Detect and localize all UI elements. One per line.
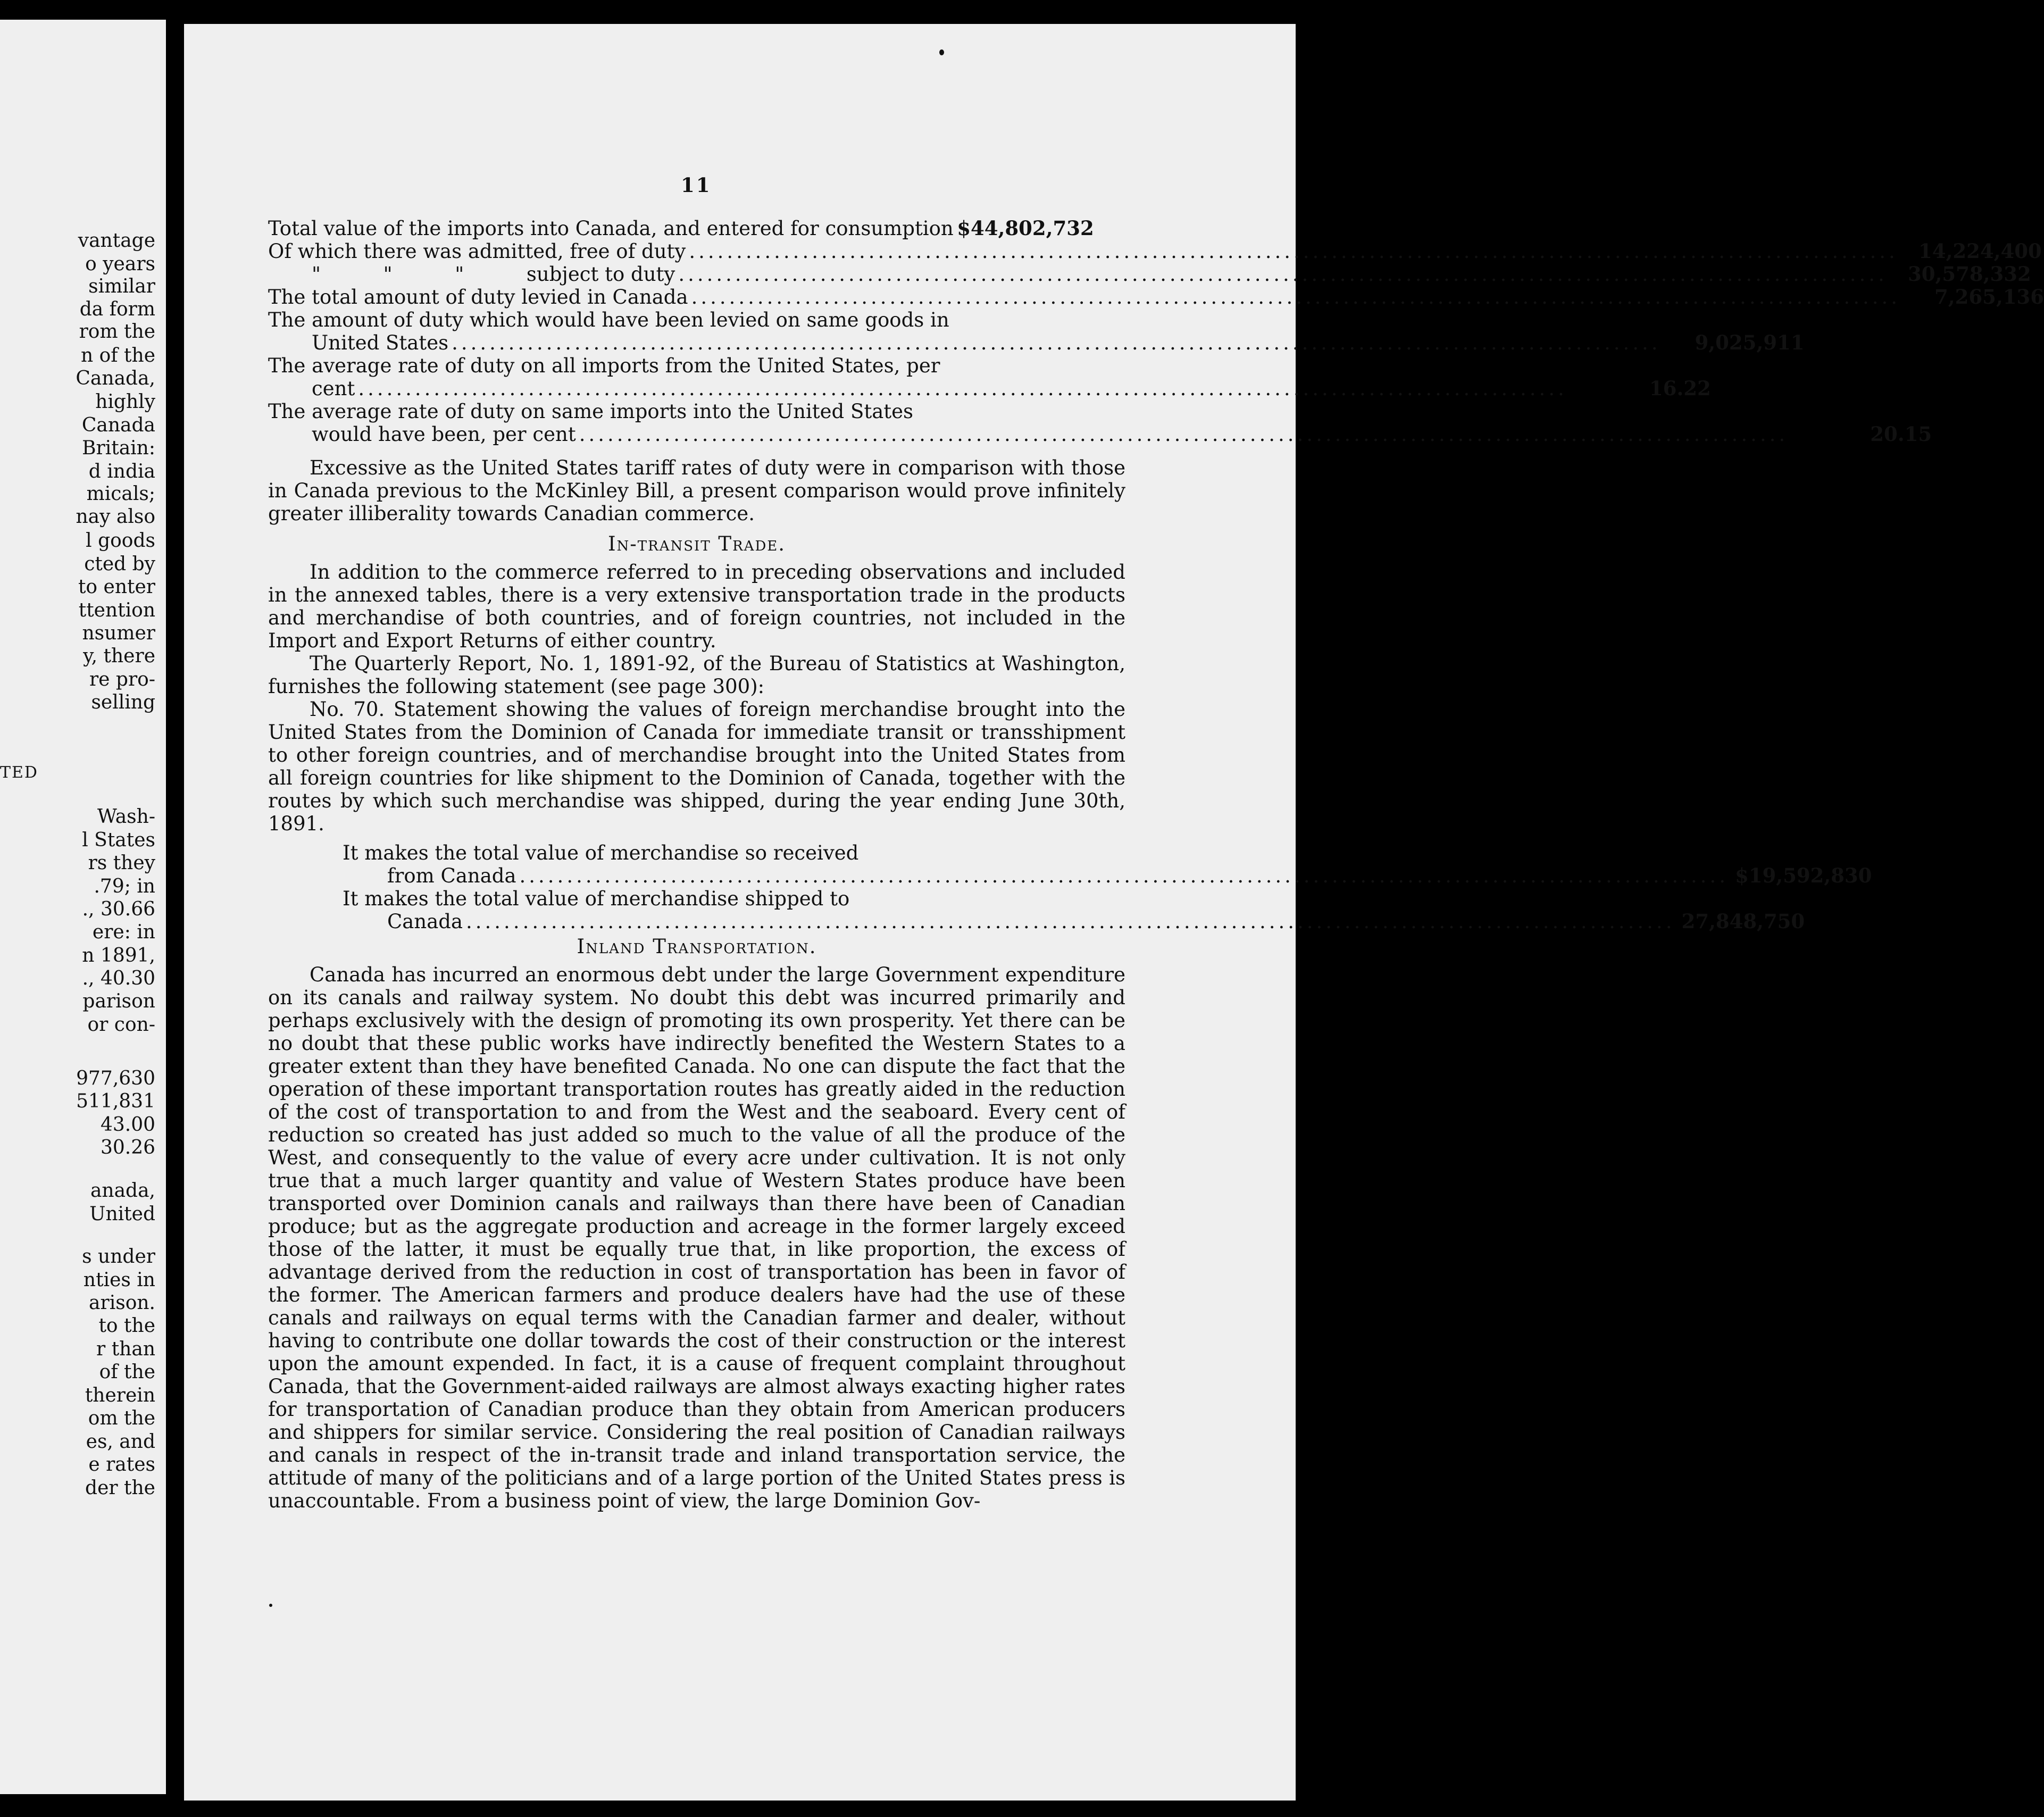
print-speck [939,49,944,55]
left-page-line: TED [0,763,38,782]
left-page-line: 43.00 [100,1114,155,1136]
left-page-line: similar [88,276,155,297]
quote-line [343,910,1805,933]
left-page-line: l States [82,829,155,851]
left-page-line: ., 40.30 [82,968,155,989]
paragraph: No. 70. Statement showing the values of foreign merchandise brought into the United States from the Dominion of Canada for immediate transit or transshipment to other foreign countries, and of merchandise brought into the United States from all foreign countries for like shipment to the Dominion of Canada, together with the routes by which such merchandise was shipped, during the year ending June 30th, 1891. [268,698,1125,835]
section-heading: In-transit Trade. [607,532,786,555]
stat-label: would have been, per cent [312,423,576,446]
stat-label: United States [312,331,449,354]
left-facing-page [0,20,166,1794]
left-page-line: e rates [88,1454,155,1476]
quote-value: 27,848,750 [1681,910,1805,933]
stat-row-continuation [268,377,1711,400]
leader-dots: ................................................................................................................................ [466,910,1675,933]
left-page-line: d india [88,461,155,482]
left-page-text [0,20,166,1794]
left-page-line: or con- [87,1014,155,1036]
left-page-line: nay also [76,506,155,528]
left-page-line: Britain: [82,437,155,459]
stat-value: 16.22 [1649,377,1711,400]
stat-row-continuation [268,331,1805,354]
quote-value: $19,592,830 [1734,864,1872,887]
quote-line [343,864,1872,887]
left-page-line: n 1891, [82,945,155,966]
left-page-line: vantage [78,230,155,252]
stat-label: Of which there was admitted, free of duty [268,240,686,263]
left-page-line: micals; [86,483,155,505]
stat-value: 7,265,136 [1934,285,2044,309]
stat-label: The total amount of duty levied in Canada [268,286,688,309]
left-page-line: parison [82,990,155,1012]
stat-row [268,309,1119,331]
left-page-line: rom the [79,321,155,343]
left-page-line: highly [95,391,155,413]
stat-label: The average rate of duty on same imports into the United States [268,400,914,423]
leader-dots: ................................................................................................................................ [519,864,1729,887]
leader-dots: ................................................................................................................................ [678,263,1888,286]
left-page-line: therein [85,1385,155,1406]
left-page-line: ttention [78,599,155,621]
leader-dots: ................................................................................................................................ [358,377,1567,400]
left-page-line: United [89,1203,155,1225]
left-page-line: rs they [88,852,155,874]
left-page-line: arison. [89,1292,155,1314]
stat-value: 14,224,400 [1918,239,2042,263]
quote-label: It makes the total value of merchandise so received [343,841,859,864]
main-page [184,24,2044,1801]
stat-value: 20.15 [1870,422,1932,446]
leader-dots: ................................................................................................................................ [691,286,1900,309]
left-page-line: nties in [83,1269,155,1291]
left-page-line: 30.26 [100,1137,155,1158]
paragraph: Excessive as the United States tariff rates of duty were in comparison with those in Canada previous to the McKinley Bill, a present comparison would prove infinitely greater illiberality towards Canadian commerce. [268,456,1125,525]
stat-row-continuation [268,422,1932,446]
quote-line [343,841,1130,864]
left-page-line: selling [91,691,155,713]
section-heading: Inland Transportation. [577,935,817,958]
left-page-line: nsumer [82,622,155,644]
left-page-line: ere: in [92,921,155,943]
stat-label: " " " subject to duty [312,263,675,286]
left-page-line: Wash- [97,806,155,828]
leader-dots: ................................................................................................................................ [452,331,1661,354]
stat-value: $44,802,732 [957,216,1094,240]
quote-label: Canada [387,910,463,933]
stat-row [268,400,1119,423]
left-page-line: der the [85,1477,155,1499]
stat-value: 30,578,332 [1908,262,2031,286]
quote-label: from Canada [387,864,516,887]
page-content [268,216,2044,1512]
stat-row [268,239,2042,263]
stat-label: The average rate of duty on all imports from the United States, per [268,354,940,377]
stat-label: The amount of duty which would have been levied on same goods in [268,309,949,331]
stat-row [268,262,2031,286]
left-page-line: y, there [83,645,155,667]
left-page-line: Canada, [76,368,155,389]
left-page-line: 977,630 [76,1068,155,1089]
left-page-line: es, and [86,1431,155,1453]
print-speck [269,1604,272,1607]
page-number: 11 [681,173,712,197]
left-page-line: n of the [80,345,155,366]
left-page-line: to enter [78,576,155,598]
left-page-line: Canada [81,414,155,436]
left-page-line: r than [96,1338,155,1360]
left-page-line: o years [85,253,155,275]
quote-label: It makes the total value of merchandise shipped to [343,887,850,910]
stat-row [268,217,1119,240]
stat-value: 9,025,911 [1695,331,1805,354]
leader-dots: ................................................................................................................................ [579,423,1789,446]
paragraph: The Quarterly Report, No. 1, 1891-92, of the Bureau of Statistics at Washington, furnishes the following statement (see page 300): [268,652,1125,698]
left-page-line: to the [98,1315,155,1337]
stat-row [268,354,1119,377]
left-page-line: cted by [84,553,155,575]
paragraph: In addition to the commerce referred to in preceding observations and included in the annexed tables, there is a very extensive transportation trade in the products and merchandise of both countries, and of foreign countries, not included in the Import and Export Returns of either country. [268,561,1125,652]
left-page-line: s under [82,1246,155,1268]
left-page-line: 511,831 [76,1090,155,1112]
transit-values [268,841,1872,933]
left-page-line: re pro- [89,669,155,690]
stat-row [268,285,2044,309]
stat-label: Total value of the imports into Canada, and entered for consumption [268,217,954,240]
stat-label: cent [312,377,355,400]
quote-line [343,887,1130,910]
left-page-line: .79; in [94,876,155,897]
left-page-line: ., 30.66 [82,898,155,920]
left-page-line: of the [99,1361,155,1383]
left-page-line: om the [88,1407,155,1429]
left-page-line: da form [79,298,155,320]
left-page-line: l goods [86,530,155,552]
paragraph: Canada has incurred an enormous debt under the large Government expenditure on its canals and railway system. No doubt this debt was incurred primarily and perhaps exclusively with the design of promoting its own prosperity. Yet there can be no doubt that these public works have indirectly benefited the Western States to a greater extent than they have benefited Canada. No one can dispute the fact that the operation of these important transportation routes has greatly aided in the reduction of the cost of transportation to and from the West and the seaboard. Every cent of reduction so created has just added so much to the value of all the produce of the West, and consequently to the value of every acre under cultivation. It is not only true that a much larger quantity and value of Western States produce have been transported over Dominion canals and railways than there have been of Canadian produce; but as the aggregate production and acreage in the former largely exceed those of the latter, it must be equally true that, in like proportion, the excess of advantage derived from the reduction in cost of transportation has been in favor of the former. The American farmers and produce dealers have had the use of these canals and railways on equal terms with the Canadian farmer and dealer, without having to contribute one dollar towards the cost of their construction or the interest upon the amount expended. In fact, it is a cause of frequent complaint throughout Canada, that the Government-aided railways are almost always exacting higher rates for transportation of Canadian produce than they obtain from American producers and shippers for similar service. Considering the real position of Canadian railways and canals in respect of the in-transit trade and inland transportation service, the attitude of many of the politicians and of a large portion of the United States press is unaccountable. From a business point of view, the large Dominion Gov- [268,963,1125,1512]
stats-table [268,216,2044,446]
left-page-line: anada, [90,1180,155,1202]
leader-dots: ................................................................................................................................ [689,240,1898,263]
